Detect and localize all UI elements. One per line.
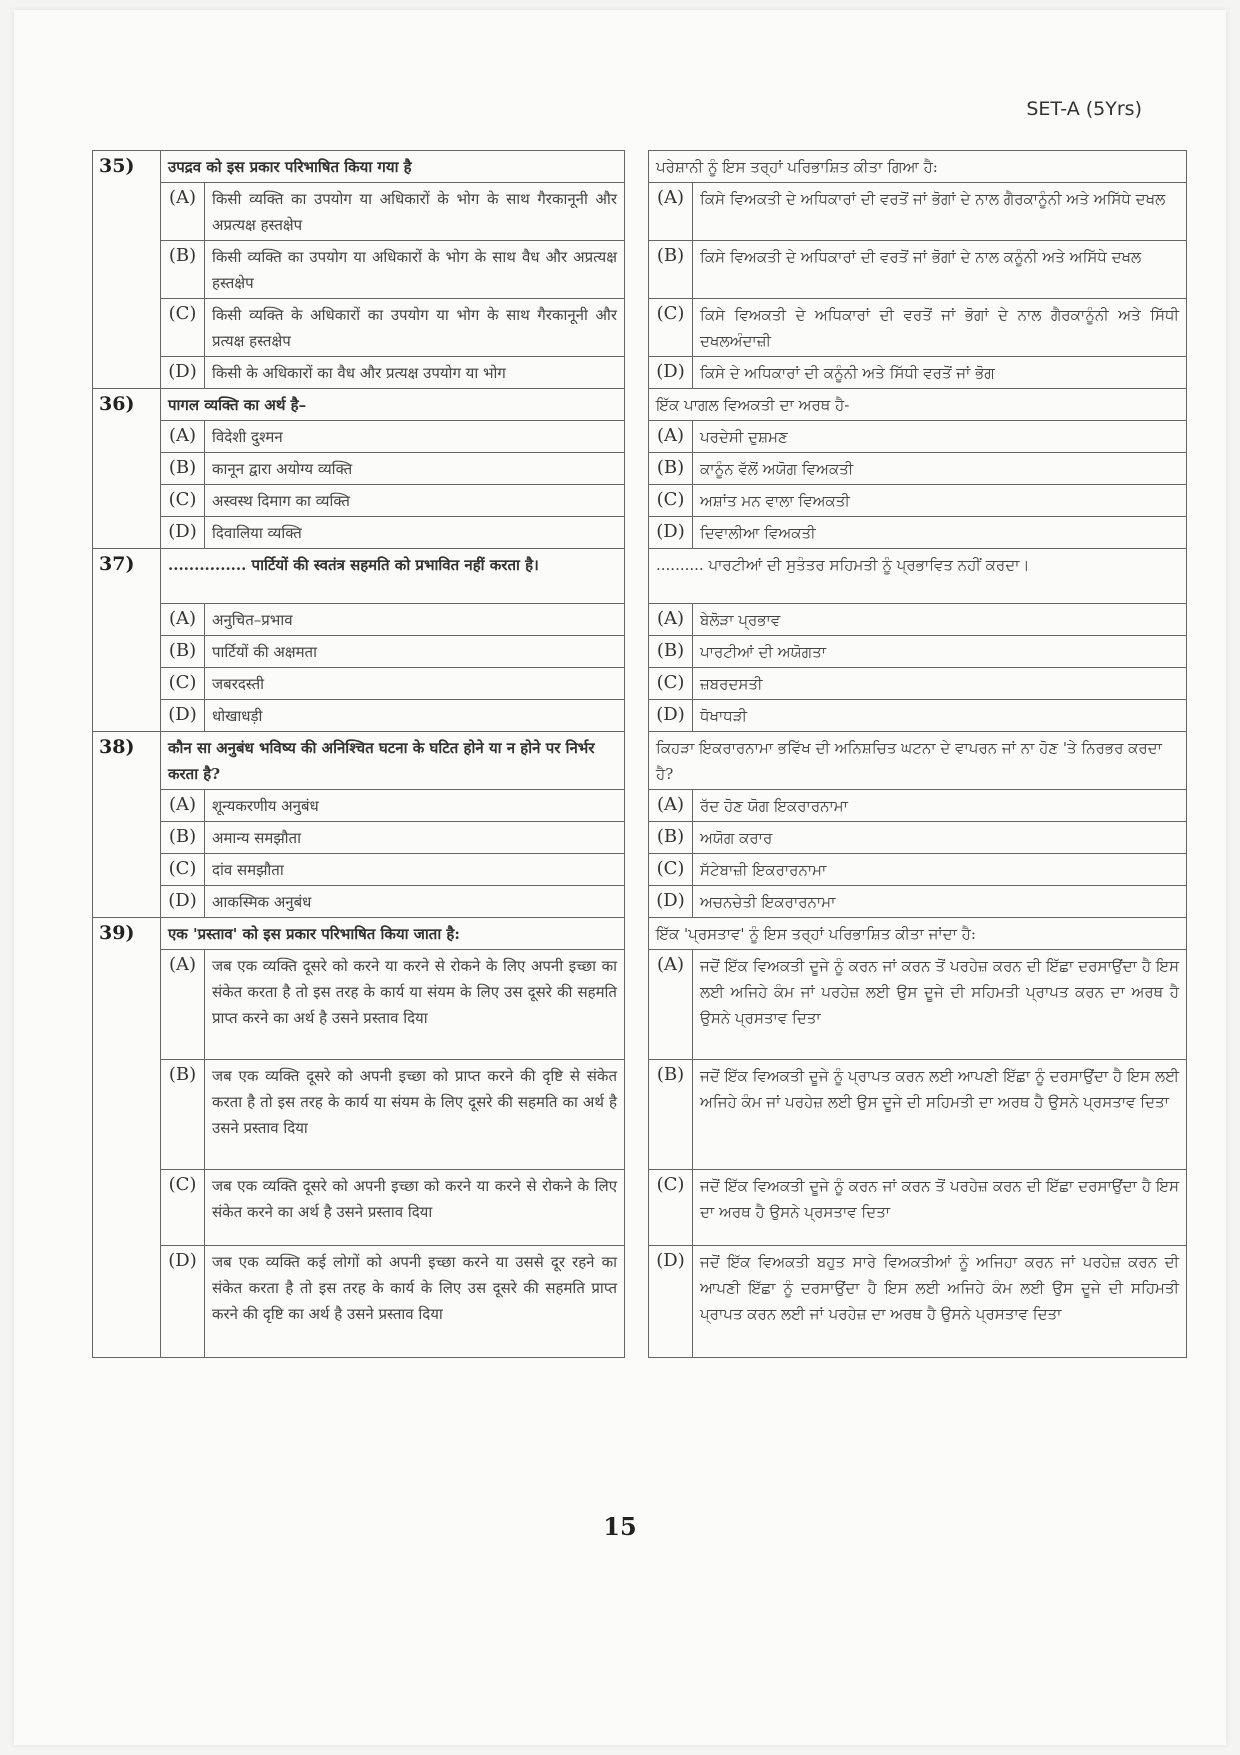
- option-label-hindi: (A): [161, 950, 205, 1060]
- option-label-punjabi: (A): [649, 790, 693, 822]
- question-number: 38): [93, 732, 161, 918]
- option-label-punjabi: (C): [649, 485, 693, 517]
- option-text-hindi: शून्यकरणीय अनुबंध: [205, 790, 625, 822]
- option-label-hindi: (B): [161, 241, 205, 299]
- option-text-hindi: दांव समझौता: [205, 854, 625, 886]
- option-text-hindi: किसी व्यक्ति का उपयोग या अधिकारों के भोग के साथ गैरकानूनी और अप्रत्यक्ष हस्तक्षेप: [205, 183, 625, 241]
- question-number: 37): [93, 549, 161, 732]
- option-label-hindi: (C): [161, 299, 205, 357]
- option-label-punjabi: (C): [649, 299, 693, 357]
- option-text-hindi: पार्टियों की अक्षमता: [205, 636, 625, 668]
- option-label-punjabi: (B): [649, 636, 693, 668]
- question-number: 39): [93, 918, 161, 1358]
- option-text-hindi: किसी व्यक्ति के अधिकारों का उपयोग या भोग के साथ गैरकानूनी और प्रत्यक्ष हस्तक्षेप: [205, 299, 625, 357]
- option-label-punjabi: (D): [649, 1246, 693, 1358]
- option-text-hindi: आकस्मिक अनुबंध: [205, 886, 625, 918]
- question-stem-row: [93, 918, 1187, 950]
- option-text-hindi: अमान्य समझौता: [205, 822, 625, 854]
- option-label-punjabi: (D): [649, 886, 693, 918]
- option-text-hindi: जब एक व्यक्ति दूसरे को करने या करने से रोकने के लिए अपनी इच्छा का संकेत करता है तो इस तरह के कार्य या संयम के लिए उस दूसरे की सहमति प्राप्त करने का अर्थ है उसने प्रस्ताव दिया: [205, 950, 625, 1060]
- question-stem-row: [93, 732, 1187, 790]
- option-text-hindi: विदेशी दुश्मन: [205, 421, 625, 453]
- option-label-hindi: (C): [161, 485, 205, 517]
- option-text-punjabi: ਅਯੋਗ ਕਰਾਰ: [693, 822, 1187, 854]
- option-label-hindi: (C): [161, 1170, 205, 1246]
- option-text-punjabi: ਪਾਰਟੀਆਂ ਦੀ ਅਯੋਗਤਾ: [693, 636, 1187, 668]
- option-text-punjabi: ਜਦੋਂ ਇੱਕ ਵਿਅਕਤੀ ਦੂਜੇ ਨੂੰ ਕਰਨ ਜਾਂ ਕਰਨ ਤੋਂ ਪਰਹੇਜ਼ ਕਰਨ ਦੀ ਇੱਛਾ ਦਰਸਾਉਂਦਾ ਹੈ ਇਸ ਲਈ ਅਜਿਹੇ ਕੰਮ ਜਾਂ ਪਰਹੇਜ਼ ਲਈ ਉਸ ਦੂਜੇ ਦੀ ਸਹਿਮਤੀ ਪ੍ਰਾਪਤ ਕਰਨ ਦਾ ਅਰਥ ਹੈ ਉਸਨੇ ਪ੍ਰਸਤਾਵ ਦਿਤਾ: [693, 950, 1187, 1060]
- option-label-punjabi: (D): [649, 357, 693, 389]
- column-gap: [625, 151, 649, 389]
- option-text-punjabi: ਜਦੋਂ ਇੱਕ ਵਿਅਕਤੀ ਦੂਜੇ ਨੂੰ ਪ੍ਰਾਪਤ ਕਰਨ ਲਈ ਆਪਣੀ ਇੱਛਾ ਨੂੰ ਦਰਸਾਉਂਦਾ ਹੈ ਇਸ ਲਈ ਅਜਿਹੇ ਕੰਮ ਜਾਂ ਪਰਹੇਜ਼ ਲਈ ਉਸ ਦੂਜੇ ਦੀ ਸਹਿਮਤੀ ਦਾ ਅਰਥ ਹੈ ਉਸਨੇ ਪ੍ਰਸਤਾਵ ਦਿਤਾ: [693, 1060, 1187, 1170]
- option-text-punjabi: ਰੱਦ ਹੋਣ ਯੋਗ ਇਕਰਾਰਨਾਮਾ: [693, 790, 1187, 822]
- option-text-punjabi: ਜਦੋਂ ਇੱਕ ਵਿਅਕਤੀ ਦੂਜੇ ਨੂੰ ਕਰਨ ਜਾਂ ਕਰਨ ਤੋਂ ਪਰਹੇਜ਼ ਕਰਨ ਦੀ ਇੱਛਾ ਦਰਸਾਉਂਦਾ ਹੈ ਇਸ ਦਾ ਅਰਥ ਹੈ ਉਸਨੇ ਪ੍ਰਸਤਾਵ ਦਿਤਾ: [693, 1170, 1187, 1246]
- question-stem-hindi: पागल व्यक्ति का अर्थ है–: [161, 389, 625, 421]
- question-number: 36): [93, 389, 161, 549]
- option-label-punjabi: (B): [649, 453, 693, 485]
- option-text-hindi: अनुचित–प्रभाव: [205, 604, 625, 636]
- option-label-hindi: (C): [161, 854, 205, 886]
- option-label-punjabi: (B): [649, 241, 693, 299]
- question-stem-row: [93, 151, 1187, 183]
- option-label-hindi: (A): [161, 183, 205, 241]
- option-label-hindi: (D): [161, 886, 205, 918]
- option-label-punjabi: (B): [649, 1060, 693, 1170]
- option-label-punjabi: (A): [649, 950, 693, 1060]
- option-label-hindi: (D): [161, 1246, 205, 1358]
- column-gap: [625, 389, 649, 549]
- option-label-hindi: (C): [161, 668, 205, 700]
- option-text-punjabi: ਕਿਸੇ ਵਿਅਕਤੀ ਦੇ ਅਧਿਕਾਰਾਂ ਦੀ ਵਰਤੋਂ ਜਾਂ ਭੋਗਾਂ ਦੇ ਨਾਲ ਕਨੂੰਨੀ ਅਤੇ ਅਸਿੱਧੇ ਦਖਲ: [693, 241, 1187, 299]
- option-text-punjabi: ਧੋਖਾਧੜੀ: [693, 700, 1187, 732]
- question-number: 35): [93, 151, 161, 389]
- question-stem-hindi: एक 'प्रस्ताव' को इस प्रकार परिभाषित किया जाता है:: [161, 918, 625, 950]
- option-text-hindi: कानून द्वारा अयोग्य व्यक्ति: [205, 453, 625, 485]
- option-text-hindi: जब एक व्यक्ति दूसरे को अपनी इच्छा को प्राप्त करने की दृष्टि से संकेत करता है तो इस तरह के कार्य या संयम के लिए दूसरे की सहमति का अर्थ है उसने प्रस्ताव दिया: [205, 1060, 625, 1170]
- question-stem-row: [93, 549, 1187, 604]
- question-stem-hindi: ............... पार्टियों की स्वतंत्र सहमति को प्रभावित नहीं करता है।: [161, 549, 625, 604]
- option-text-punjabi: ਕਿਸੇ ਦੇ ਅਧਿਕਾਰਾਂ ਦੀ ਕਨੂੰਨੀ ਅਤੇ ਸਿੱਧੀ ਵਰਤੋਂ ਜਾਂ ਭੋਗ: [693, 357, 1187, 389]
- option-label-hindi: (A): [161, 604, 205, 636]
- option-text-punjabi: ਬੇਲੋੜਾ ਪ੍ਰਭਾਵ: [693, 604, 1187, 636]
- option-text-hindi: धोखाधड़ी: [205, 700, 625, 732]
- question-stem-punjabi: ਪਰੇਸ਼ਾਨੀ ਨੂੰ ਇਸ ਤਰ੍ਹਾਂ ਪਰਿਭਾਸ਼ਿਤ ਕੀਤਾ ਗਿਆ ਹੈ:: [649, 151, 1187, 183]
- option-label-punjabi: (B): [649, 822, 693, 854]
- option-label-punjabi: (D): [649, 517, 693, 549]
- option-text-hindi: किसी के अधिकारों का वैध और प्रत्यक्ष उपयोग या भोग: [205, 357, 625, 389]
- option-text-punjabi: ਕਿਸੇ ਵਿਅਕਤੀ ਦੇ ਅਧਿਕਾਰਾਂ ਦੀ ਵਰਤੋਂ ਜਾਂ ਭੋਗਾਂ ਦੇ ਨਾਲ ਗੈਰਕਾਨੂੰਨੀ ਅਤੇ ਸਿੱਧੀ ਦਖਲਅੰਦਾਜ਼ੀ: [693, 299, 1187, 357]
- option-text-hindi: दिवालिया व्यक्ति: [205, 517, 625, 549]
- option-text-punjabi: ਅਸ਼ਾਂਤ ਮਨ ਵਾਲਾ ਵਿਅਕਤੀ: [693, 485, 1187, 517]
- option-label-punjabi: (A): [649, 604, 693, 636]
- option-label-hindi: (D): [161, 357, 205, 389]
- set-label: SET-A (5Yrs): [1026, 98, 1142, 120]
- question-stem-hindi: उपद्रव को इस प्रकार परिभाषित किया गया है: [161, 151, 625, 183]
- option-text-punjabi: ਪਰਦੇਸੀ ਦੁਸ਼ਮਣ: [693, 421, 1187, 453]
- option-label-hindi: (B): [161, 453, 205, 485]
- option-text-hindi: अस्वस्थ दिमाग का व्यक्ति: [205, 485, 625, 517]
- question-stem-punjabi: ਕਿਹੜਾ ਇਕਰਾਰਨਾਮਾ ਭਵਿੱਖ ਦੀ ਅਨਿਸ਼ਚਿਤ ਘਟਨਾ ਦੇ ਵਾਪਰਨ ਜਾਂ ਨਾ ਹੋਣ 'ਤੇ ਨਿਰਭਰ ਕਰਦਾ ਹੈ?: [649, 732, 1187, 790]
- option-label-punjabi: (C): [649, 854, 693, 886]
- question-stem-row: [93, 389, 1187, 421]
- option-text-hindi: जब एक व्यक्ति दूसरे को अपनी इच्छा को करने या करने से रोकने के लिए संकेत करने का अर्थ है उसने प्रस्ताव दिया: [205, 1170, 625, 1246]
- option-label-hindi: (D): [161, 517, 205, 549]
- question-stem-punjabi: ਇੱਕ ਪਾਗਲ ਵਿਅਕਤੀ ਦਾ ਅਰਥ ਹੈ-: [649, 389, 1187, 421]
- option-text-hindi: किसी व्यक्ति का उपयोग या अधिकारों के भोग के साथ वैध और अप्रत्यक्ष हस्तक्षेप: [205, 241, 625, 299]
- option-label-punjabi: (C): [649, 668, 693, 700]
- option-label-punjabi: (A): [649, 421, 693, 453]
- question-stem-hindi: कौन सा अनुबंध भविष्य की अनिश्चित घटना के घटित होने या न होने पर निर्भर करता है?: [161, 732, 625, 790]
- option-text-hindi: जबरदस्ती: [205, 668, 625, 700]
- option-text-punjabi: ਅਚਨਚੇਤੀ ਇਕਰਾਰਨਾਮਾ: [693, 886, 1187, 918]
- option-text-punjabi: ਜ਼ਬਰਦਸਤੀ: [693, 668, 1187, 700]
- question-stem-punjabi: ਇੱਕ 'ਪ੍ਰਸਤਾਵ' ਨੂੰ ਇਸ ਤਰ੍ਹਾਂ ਪਰਿਭਾਸ਼ਿਤ ਕੀਤਾ ਜਾਂਦਾ ਹੈ:: [649, 918, 1187, 950]
- option-text-punjabi: ਸੱਟੇਬਾਜ਼ੀ ਇਕਰਾਰਨਾਮਾ: [693, 854, 1187, 886]
- option-label-hindi: (A): [161, 790, 205, 822]
- page-number: 15: [603, 1512, 637, 1541]
- option-label-punjabi: (D): [649, 700, 693, 732]
- option-label-punjabi: (C): [649, 1170, 693, 1246]
- option-label-hindi: (D): [161, 700, 205, 732]
- question-stem-punjabi: .......... ਪਾਰਟੀਆਂ ਦੀ ਸੁਤੰਤਰ ਸਹਿਮਤੀ ਨੂੰ ਪ੍ਰਭਾਵਿਤ ਨਹੀਂ ਕਰਦਾ।: [649, 549, 1187, 604]
- option-label-hindi: (B): [161, 636, 205, 668]
- question-table: [92, 150, 1187, 1358]
- option-label-punjabi: (A): [649, 183, 693, 241]
- option-text-punjabi: ਕਾਨੂੰਨ ਵੱਲੋਂ ਅਯੋਗ ਵਿਅਕਤੀ: [693, 453, 1187, 485]
- option-label-hindi: (B): [161, 822, 205, 854]
- option-label-hindi: (B): [161, 1060, 205, 1170]
- column-gap: [625, 732, 649, 918]
- option-text-punjabi: ਜਦੋਂ ਇੱਕ ਵਿਅਕਤੀ ਬਹੁਤ ਸਾਰੇ ਵਿਅਕਤੀਆਂ ਨੂੰ ਅਜਿਹਾ ਕਰਨ ਜਾਂ ਪਰਹੇਜ਼ ਕਰਨ ਦੀ ਆਪਣੀ ਇੱਛਾ ਨੂੰ ਦਰਸਾਉਂਦਾ ਹੈ ਇਸ ਲਈ ਅਜਿਹੇ ਕੰਮ ਲਈ ਉਸ ਦੂਜੇ ਦੀ ਸਹਿਮਤੀ ਪ੍ਰਾਪਤ ਕਰਨ ਲਈ ਜਾਂ ਪਰਹੇਜ਼ ਦਾ ਅਰਥ ਹੈ ਉਸਨੇ ਪ੍ਰਸਤਾਵ ਦਿਤਾ: [693, 1246, 1187, 1358]
- option-label-hindi: (A): [161, 421, 205, 453]
- option-text-punjabi: ਦਿਵਾਲੀਆ ਵਿਅਕਤੀ: [693, 517, 1187, 549]
- option-text-punjabi: ਕਿਸੇ ਵਿਅਕਤੀ ਦੇ ਅਧਿਕਾਰਾਂ ਦੀ ਵਰਤੋਂ ਜਾਂ ਭੋਗਾਂ ਦੇ ਨਾਲ ਗੈਰਕਾਨੂੰਨੀ ਅਤੇ ਅਸਿੱਧੇ ਦਖਲ: [693, 183, 1187, 241]
- option-text-hindi: जब एक व्यक्ति कई लोगों को अपनी इच्छा करने या उससे दूर रहने का संकेत करता है तो इस तरह के कार्य के लिए उस दूसरे की सहमति प्राप्त करने की दृष्टि का अर्थ है उसने प्रस्ताव दिया: [205, 1246, 625, 1358]
- column-gap: [625, 918, 649, 1358]
- column-gap: [625, 549, 649, 732]
